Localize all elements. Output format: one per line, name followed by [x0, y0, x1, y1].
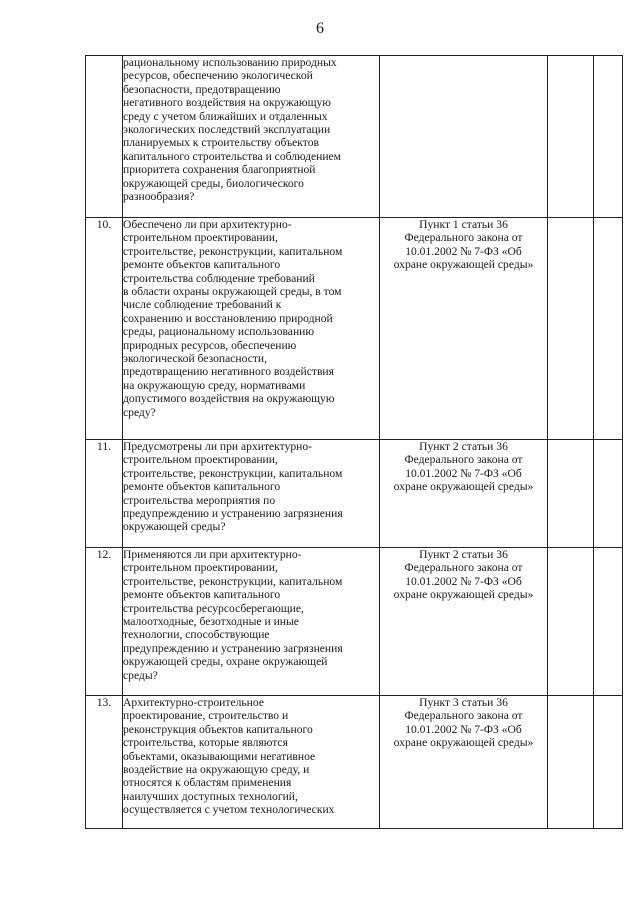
table-row: [86, 440, 623, 548]
empty-answer-cell: [548, 218, 594, 440]
requirements-table: [85, 55, 623, 829]
question-line: строительства, которые являются: [123, 736, 288, 750]
question-line: сохранению и восстановлению природной: [123, 311, 333, 325]
question-text: [123, 440, 380, 548]
question-line: Обеспечено ли при архитектурно-: [123, 218, 292, 231]
reference-line: охране окружающей среды»: [393, 258, 534, 272]
reference-line: 10.01.2002 № 7-ФЗ «Об: [405, 244, 522, 258]
reference-line: 10.01.2002 № 7-ФЗ «Об: [405, 466, 522, 480]
empty-answer-cell: [548, 56, 594, 218]
question-text: [123, 696, 380, 829]
row-number: 12.: [86, 548, 123, 696]
reference-line: Федерального закона от: [404, 231, 523, 245]
question-line: строительном проектировании,: [123, 231, 278, 245]
empty-note-cell: [594, 548, 623, 696]
question-line: окружающей среды?: [123, 520, 226, 534]
question-line: строительном проектировании,: [123, 453, 278, 467]
question-line: природных ресурсов, обеспечению: [123, 338, 297, 352]
reference-line: 10.01.2002 № 7-ФЗ «Об: [405, 574, 522, 588]
empty-answer-cell: [548, 440, 594, 548]
question-line: экологических последствий эксплуатации: [123, 123, 331, 137]
table-row: [86, 56, 623, 218]
question-line: разнообразия?: [123, 190, 195, 204]
question-line: Применяются ли при архитектурно-: [123, 548, 302, 561]
question-line: среды?: [123, 668, 158, 682]
reference-line: Пункт 3 статьи 36: [419, 696, 508, 709]
question-line: приоритета сохранения благоприятной: [123, 163, 316, 177]
reference-line: Федерального закона от: [404, 453, 523, 467]
question-line: среду?: [123, 405, 156, 419]
question-line: на окружающую среду, нормативами: [123, 378, 306, 392]
empty-answer-cell: [548, 548, 594, 696]
table-row: [86, 548, 623, 696]
question-line: предотвращению негативного воздействия: [123, 365, 334, 379]
question-line: допустимого воздействия на окружающую: [123, 392, 335, 406]
question-line: окружающей среды, охране окружающей: [123, 655, 328, 669]
question-text: [123, 548, 380, 696]
reference-line: Федерального закона от: [404, 561, 523, 575]
legal-reference: [380, 440, 548, 548]
question-line: Архитектурно-строительное: [123, 696, 264, 709]
question-line: среду с учетом ближайших и отдаленных: [123, 109, 328, 123]
question-line: строительства мероприятия по: [123, 493, 276, 507]
question-text: [123, 218, 380, 440]
question-line: планируемых к строительству объектов: [123, 136, 319, 150]
row-number: 11.: [86, 440, 123, 548]
empty-note-cell: [594, 440, 623, 548]
legal-reference: [380, 218, 548, 440]
table-row: [86, 218, 623, 440]
question-line: безопасности, предотвращению: [123, 82, 281, 96]
question-line: Предусмотрены ли при архитектурно-: [123, 440, 313, 453]
question-line: экологической безопасности,: [123, 352, 268, 366]
question-line: предупреждению и устранению загрязнения: [123, 641, 343, 655]
question-line: реконструкция объектов капитального: [123, 722, 313, 736]
question-line: объектами, оказывающими негативное: [123, 749, 316, 763]
question-line: строительства ресурсосберегающие,: [123, 601, 304, 615]
row-number: 13.: [86, 696, 123, 829]
question-line: проектирование, строительство и: [123, 709, 289, 723]
question-line: строительном проектировании,: [123, 561, 278, 575]
legal-reference: [380, 548, 548, 696]
question-line: воздействие на окружающую среду, и: [123, 763, 310, 777]
reference-line: Пункт 2 статьи 36: [419, 548, 508, 561]
question-line: капитального строительства и соблюдением: [123, 149, 342, 163]
reference-line: 10.01.2002 № 7-ФЗ «Об: [405, 722, 522, 736]
legal-reference: [380, 56, 548, 218]
empty-note-cell: [594, 56, 623, 218]
reference-line: охране окружающей среды»: [393, 588, 534, 602]
reference-line: Федерального закона от: [404, 709, 523, 723]
question-text: [123, 56, 380, 218]
question-line: относятся к областям применения: [123, 776, 292, 790]
question-line: наилучших доступных технологий,: [123, 789, 298, 803]
question-line: рациональному использованию природных: [123, 56, 337, 69]
row-number: 10.: [86, 218, 123, 440]
question-line: строительства соблюдение требований: [123, 271, 315, 285]
empty-note-cell: [594, 218, 623, 440]
page-number: 6: [316, 20, 324, 37]
question-line: окружающей среды, биологического: [123, 176, 304, 190]
question-line: предупреждению и устранению загрязнения: [123, 507, 343, 521]
question-line: числе соблюдение требований к: [123, 298, 282, 312]
reference-line: Пункт 2 статьи 36: [419, 440, 508, 453]
question-line: малоотходные, безотходные и иные: [123, 615, 299, 629]
question-line: среды, рациональному использованию: [123, 325, 315, 339]
reference-line: охране окружающей среды»: [393, 480, 534, 494]
question-line: строительстве, реконструкции, капитальном: [123, 574, 343, 588]
question-line: технологии, способствующие: [123, 628, 270, 642]
empty-answer-cell: [548, 696, 594, 829]
table-row: [86, 696, 623, 829]
legal-reference: [380, 696, 548, 829]
question-line: строительстве, реконструкции, капитальном: [123, 244, 343, 258]
question-line: ремонте объектов капитального: [123, 480, 281, 494]
empty-note-cell: [594, 696, 623, 829]
reference-line: Пункт 1 статьи 36: [419, 218, 508, 231]
question-line: строительстве, реконструкции, капитальном: [123, 466, 343, 480]
row-number: [86, 56, 123, 218]
reference-line: охране окружающей среды»: [393, 736, 534, 750]
question-line: ремонте объектов капитального: [123, 258, 281, 272]
question-line: осуществляется с учетом технологических: [123, 803, 335, 817]
question-line: ремонте объектов капитального: [123, 588, 281, 602]
question-line: ресурсов, обеспечению экологической: [123, 69, 313, 83]
question-line: в области охраны окружающей среды, в том: [123, 285, 342, 299]
question-line: негативного воздействия на окружающую: [123, 96, 331, 110]
